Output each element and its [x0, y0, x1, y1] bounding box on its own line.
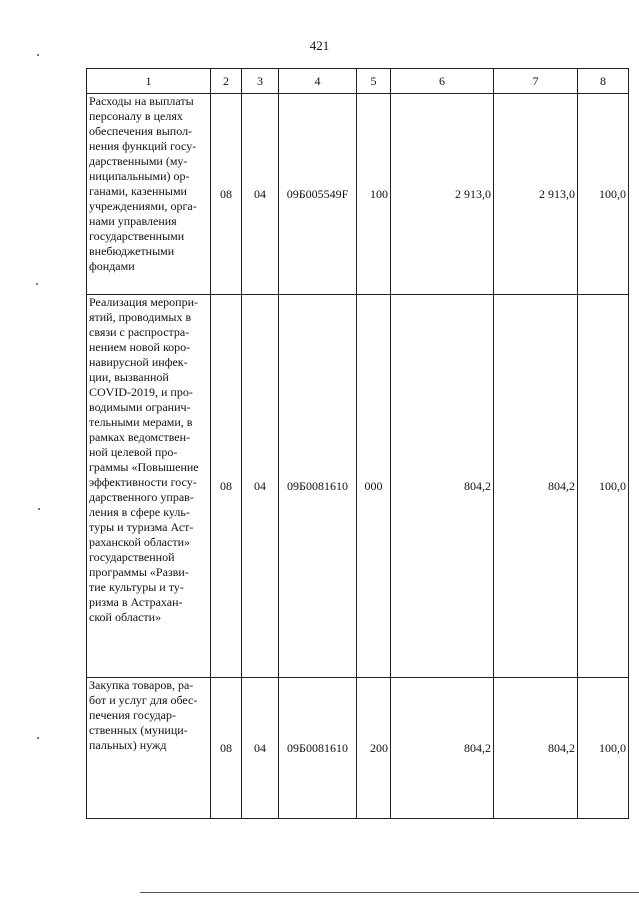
budget-table: [86, 68, 629, 819]
section-code: 08: [211, 295, 242, 678]
section-code: 08: [211, 678, 242, 819]
scan-speck: [37, 737, 39, 739]
subsection-code: 04: [242, 94, 279, 295]
subsection-code: 04: [242, 678, 279, 819]
section-code: 08: [211, 94, 242, 295]
row-description: Реализация меропри- ятий, проводимых в связи с распростра- нением новой коро- навирусной инфек- ции, вызванной COVID-2019, и про- водимыми огранич- тельными мерами, в рамках ведомствен- ной целевой про- граммы «Повышение эффективности госу- дарственного управ- ления в сфере куль- туры и туризма Аст- раханской области» государственной программы «Разви- тие культуры и ту- ризма в Астрахан- ской области»: [87, 295, 211, 678]
column-header-2: 2: [211, 69, 242, 94]
subsection-code: 04: [242, 295, 279, 678]
column-header-3: 3: [242, 69, 279, 94]
page-number: 421: [309, 38, 330, 53]
column-header-7: 7: [494, 69, 578, 94]
scan-speck: [36, 283, 38, 285]
header-row: [87, 69, 629, 94]
amount-col-7: 2 913,0: [494, 94, 578, 295]
target-article-code: 09Б0081610: [279, 295, 357, 678]
column-header-6: 6: [391, 69, 494, 94]
percent-col-8: 100,0: [578, 295, 629, 678]
table-row: [87, 295, 629, 678]
expense-type-code: 000: [357, 295, 391, 678]
scan-speck: [38, 508, 40, 510]
scan-edge-line: [140, 892, 639, 893]
amount-col-6: 2 913,0: [391, 94, 494, 295]
column-header-8: 8: [578, 69, 629, 94]
row-description: Расходы на выплаты персоналу в целях обеспечения выпол- нения функций госу- дарственными (му- ниципальными) ор- ганами, казенными учреждениями, орга- нами управления государственными внебюджетными фондами: [87, 94, 211, 295]
column-header-1: 1: [87, 69, 211, 94]
table-row: [87, 678, 629, 819]
table-row: [87, 94, 629, 295]
target-article-code: 09Б005549F: [279, 94, 357, 295]
expense-type-code: 200: [357, 678, 391, 819]
amount-col-6: 804,2: [391, 295, 494, 678]
scan-speck: [37, 54, 39, 56]
percent-col-8: 100,0: [578, 678, 629, 819]
column-header-4: 4: [279, 69, 357, 94]
expense-type-code: 100: [357, 94, 391, 295]
target-article-code: 09Б0081610: [279, 678, 357, 819]
amount-col-7: 804,2: [494, 678, 578, 819]
row-description: Закупка товаров, ра- бот и услуг для обес- печения государ- ственных (муници- пальных) нужд: [87, 678, 211, 819]
amount-col-7: 804,2: [494, 295, 578, 678]
column-header-5: 5: [357, 69, 391, 94]
amount-col-6: 804,2: [391, 678, 494, 819]
percent-col-8: 100,0: [578, 94, 629, 295]
